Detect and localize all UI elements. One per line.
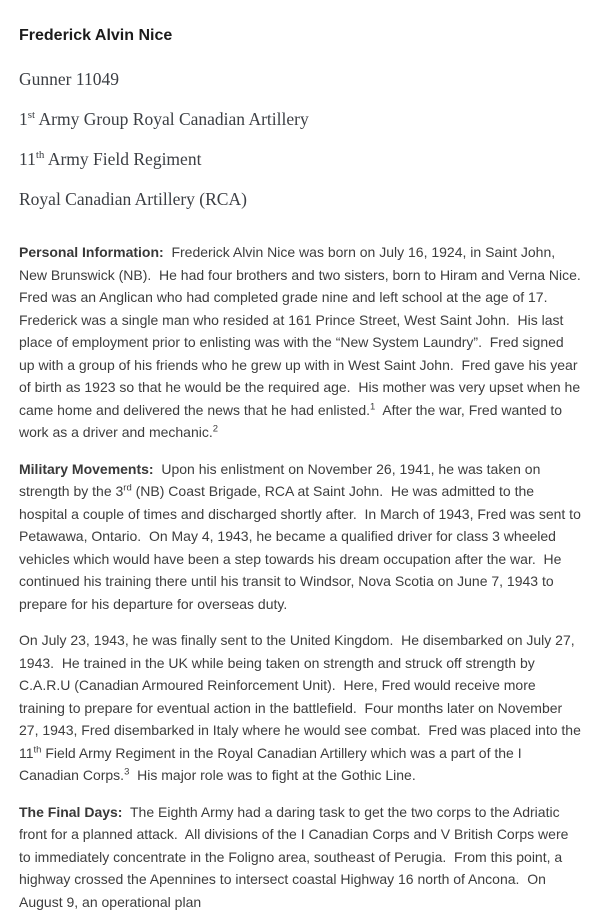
header-line-field-regiment <box>19 148 581 170</box>
uk-italy-text-1: On July 23, 1943, he was finally sent to the United Kingdom. He disembarked on July 27, 1943. He trained in the UK while being taken on strength and struck off strength by C.A.R.U (Canadian Armoured Reinforcement Unit). Here, Fred would receive more training to prepare for eventual action in the battlefield. Four months later on November 27, 1943, Fred disembarked in Italy where he would see combat. Fred was placed into the 11 <box>19 632 585 761</box>
regiment-number: 11 <box>19 149 36 169</box>
paragraph-final-days <box>19 801 581 913</box>
ordinal-suffix-th: th <box>36 149 45 161</box>
header-line-army-group <box>19 108 581 130</box>
section-label-military-movements: Military Movements: <box>19 461 154 477</box>
army-group-number: 1 <box>19 109 28 129</box>
final-days-text: The Eighth Army had a daring task to get the two corps to the Adriatic front for a planned attack. All divisions of the I Canadian Corps and V British Corps were to immediately concentrate in the Foligno area, southeast of Perugia. From this point, a highway crossed the Apennines to intersect coastal Highway 16 north of Ancona. On August 9, an operational plan <box>19 804 572 910</box>
uk-italy-text-2: Field Army Regiment in the Royal Canadian Artillery which was a part of the I Canadian Corps. <box>19 745 525 784</box>
paragraph-united-kingdom-italy <box>19 629 581 787</box>
uk-italy-text-3: His major role was to fight at the Gothic Line. <box>129 767 415 783</box>
document-title: Frederick Alvin Nice <box>19 26 581 46</box>
personal-information-text-1: Frederick Alvin Nice was born on July 16, 1924, in Saint John, New Brunswick (NB). He had four brothers and two sisters, born to Hiram and Verna Nice. Fred was an Anglican who had completed grade nine and left school at the age of 17. Frederick was a single man who resided at 161 Prince Street, West Saint John. His last place of employment prior to enlisting was with the “New System Laundry”. Fred signed up with a group of his friends who he grew up with in West Saint John. Fred gave his year of birth as 1923 so that he would be the required age. His mother was very upset when he came home and delivered the news that he had enlisted. <box>19 244 589 418</box>
ordinal-suffix-rd: rd <box>123 482 131 493</box>
ordinal-suffix-st: st <box>28 109 35 121</box>
rank-number-text: Gunner 11049 <box>19 69 119 89</box>
military-movements-text-1: Upon his enlistment on November 26, 1941, he was taken on strength by the 3 <box>19 461 544 500</box>
paragraph-personal-information <box>19 241 581 444</box>
military-movements-text-2: (NB) Coast Brigade, RCA at Saint John. He was admitted to the hospital a couple of times and discharged shortly after. In March of 1943, Fred was sent to Petawawa, Ontario. On May 4, 1943, he became a qualified driver for class 3 wheeled vehicles which would have been a step towards his dream occupation after the war. He continued his training there until his transit to Windsor, Nova Scotia on June 7, 1943 to prepare for his departure for overseas duty. <box>19 483 585 612</box>
footnote-ref-3: 3 <box>124 766 129 777</box>
footnote-ref-2: 2 <box>213 423 218 434</box>
regiment-text: Army Field Regiment <box>44 149 201 169</box>
header-line-rca <box>19 188 581 210</box>
personal-information-text-2: After the war, Fred wanted to work as a driver and mechanic. <box>19 402 566 441</box>
footnote-ref-1: 1 <box>370 401 375 412</box>
ordinal-suffix-th-body: th <box>34 744 42 755</box>
rca-text: Royal Canadian Artillery (RCA) <box>19 189 247 209</box>
army-group-text: Army Group Royal Canadian Artillery <box>35 109 309 129</box>
section-label-personal-information: Personal Information: <box>19 244 164 260</box>
header-line-rank-number <box>19 68 581 90</box>
service-header-block <box>19 68 581 210</box>
section-label-final-days: The Final Days: <box>19 804 122 820</box>
paragraph-military-movements <box>19 458 581 616</box>
